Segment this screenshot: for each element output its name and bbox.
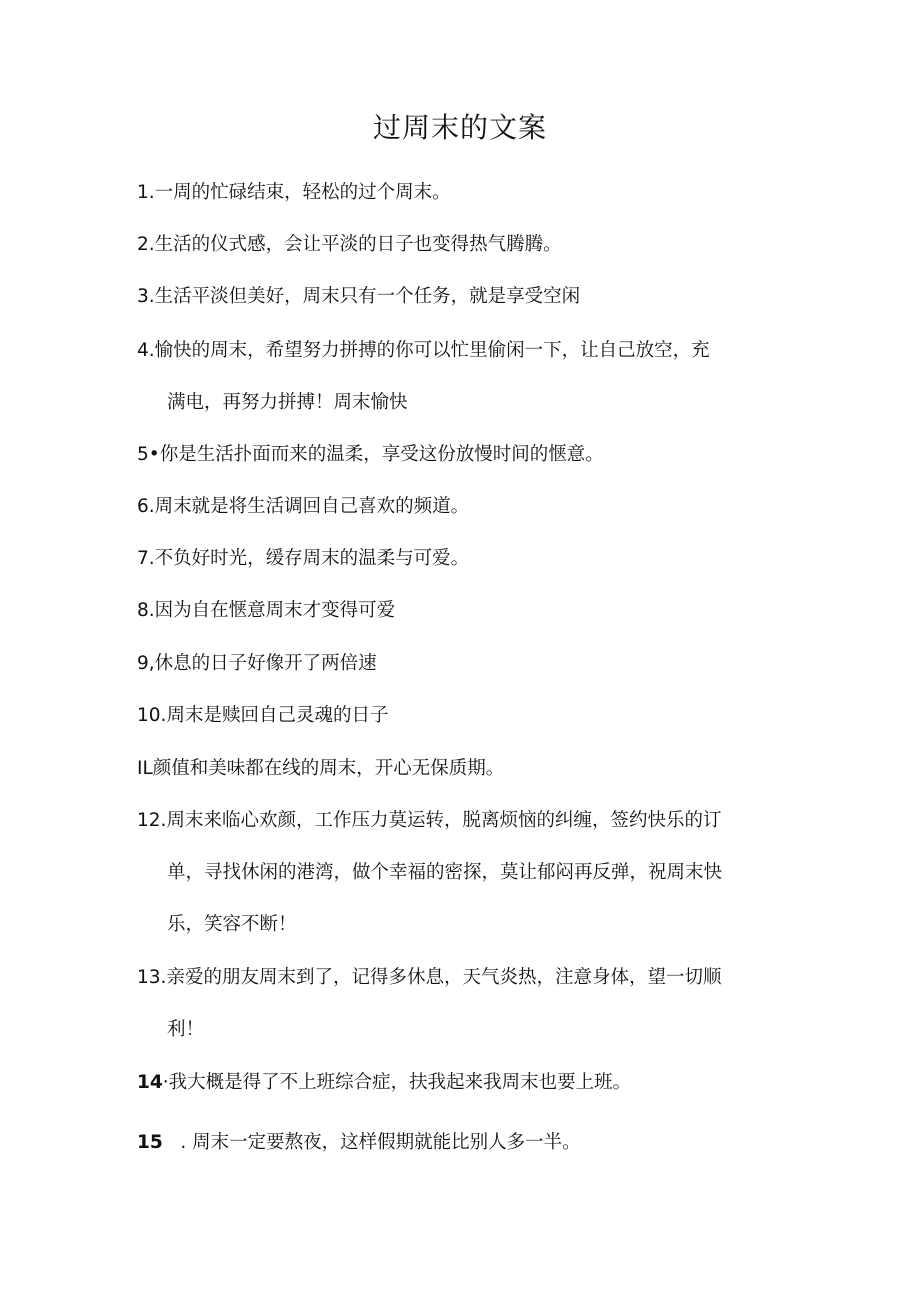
item-separator: • <box>148 444 160 465</box>
item-separator: . <box>148 548 155 569</box>
item-text: 生活的仪式感，会让平淡的日子也变得热气腾腾。 <box>154 234 562 255</box>
item-number: 10 <box>137 705 161 726</box>
item-separator: . <box>148 286 155 307</box>
item-text: 你是生活扑面而来的温柔，享受这份放慢时间的惬意。 <box>159 444 604 465</box>
item-text: 生活平淡但美好，周末只有一个任务，就是享受空闲 <box>154 286 581 307</box>
item-separator: . <box>160 967 167 988</box>
list-item <box>137 598 787 624</box>
item-continuation: 利！ <box>167 1019 205 1040</box>
item-number: 12 <box>137 810 161 831</box>
list-item <box>137 1130 787 1156</box>
item-text: 我大概是得了不上班综合症，扶我起来我周末也要上班。 <box>168 1072 632 1093</box>
item-separator: . <box>148 340 155 361</box>
list-item <box>137 651 787 677</box>
item-number: 13 <box>137 967 161 988</box>
item-number: 3 <box>137 286 149 307</box>
item-separator: . <box>160 705 167 726</box>
item-separator: . <box>148 234 155 255</box>
list-item <box>137 546 787 572</box>
item-number: 2 <box>137 234 149 255</box>
list-item <box>137 338 787 364</box>
item-text: 周末来临心欢颜，工作压力莫运转，脱离烦恼的纠缠，签约快乐的订 <box>166 810 722 831</box>
item-number: IL <box>137 758 153 779</box>
item-number: 1 <box>137 182 149 203</box>
list-item <box>137 965 787 991</box>
list-item <box>137 494 787 520</box>
item-separator: , <box>148 653 155 674</box>
item-continuation: 单，寻找休闲的港湾，做个幸福的密探，莫让郁闷再反弹，祝周末快 <box>167 862 723 883</box>
list-item <box>137 284 787 310</box>
item-number: 8 <box>137 600 149 621</box>
list-item <box>137 703 787 729</box>
item-text: 周末就是将生活调回自己喜欢的频道。 <box>154 496 470 517</box>
item-separator: . <box>148 496 155 517</box>
item-text: 一周的忙碌结束，轻松的过个周末。 <box>154 182 451 203</box>
item-separator: . <box>148 182 155 203</box>
item-text: 因为自在惬意周末才变得可爱 <box>154 600 396 621</box>
list-item <box>137 808 787 834</box>
list-item <box>137 1070 787 1096</box>
item-continuation: 满电，再努力拼搏！周末愉快 <box>167 392 408 413</box>
list-item <box>137 756 787 782</box>
item-number: 14 <box>137 1072 163 1093</box>
item-number: 5 <box>137 444 149 465</box>
item-text: 休息的日子好像开了两倍速 <box>154 653 377 674</box>
item-text: 愉快的周末，希望努力拼搏的你可以忙里偷闲一下，让自己放空，充 <box>154 340 710 361</box>
list-item <box>137 180 787 206</box>
item-separator: · <box>162 1072 169 1093</box>
item-separator: . <box>162 1132 193 1153</box>
item-text: 周末是赎回自己灵魂的日子 <box>166 705 389 726</box>
item-text: 不负好时光，缓存周末的温柔与可爱。 <box>154 548 470 569</box>
item-number: 9 <box>137 653 149 674</box>
item-text: 亲爱的朋友周末到了，记得多休息，天气炎热，注意身体，望一切顺 <box>166 967 722 988</box>
list-item <box>137 232 787 258</box>
item-text: 周末一定要熬夜，这样假期就能比别人多一半。 <box>192 1132 581 1153</box>
item-separator: . <box>160 810 167 831</box>
item-number: 7 <box>137 548 149 569</box>
item-separator: . <box>148 600 155 621</box>
item-text: 颜值和美味都在线的周末，开心无保质期。 <box>152 758 505 779</box>
item-number: 6 <box>137 496 149 517</box>
item-continuation: 乐，笑容不断！ <box>167 914 297 935</box>
item-number: 4 <box>137 340 149 361</box>
item-number: 15 <box>137 1132 163 1153</box>
list-item <box>137 442 787 468</box>
document-title: 过周末的文案 <box>372 111 547 144</box>
